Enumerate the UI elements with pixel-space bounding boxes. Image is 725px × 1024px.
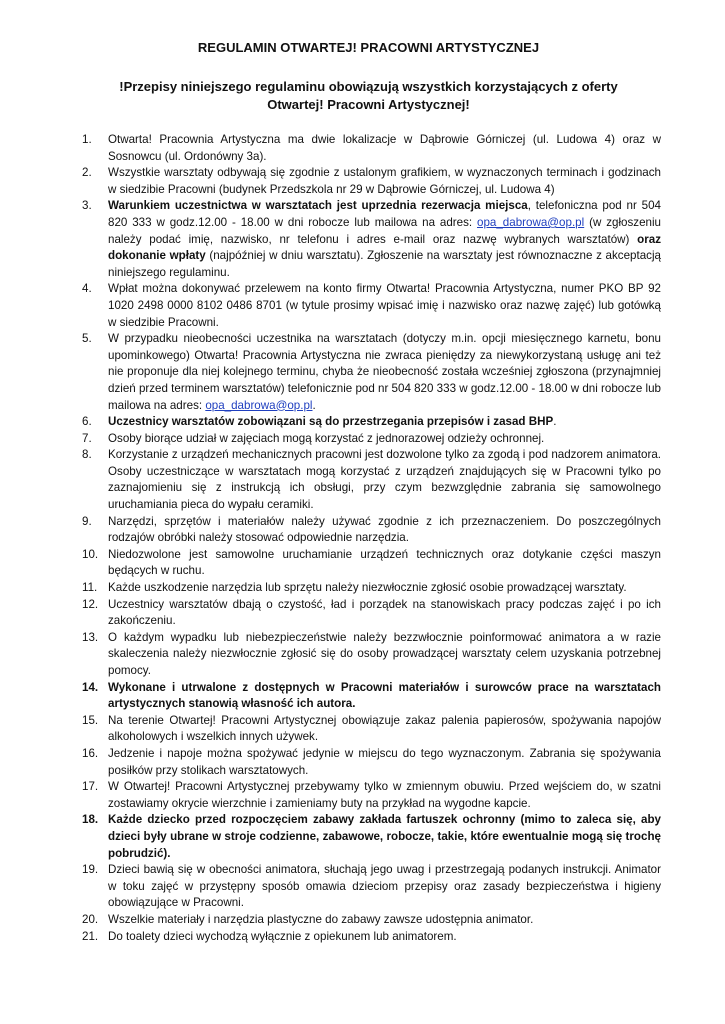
rule-item bbox=[76, 597, 661, 630]
document-title: REGULAMIN OTWARTEJ! PRACOWNI ARTYSTYCZNEJ bbox=[197, 40, 540, 55]
rule-text: Wpłat można dokonywać przelewem na konto firmy Otwarta! Pracownia Artystyczna, numer PKO BP 92 1020 2498 0000 8102 0486 8701 (w tytule prosimy wpisać imię i nazwisko oraz nazwę zajęć) lub gotówką w siedzibie Pracowni. bbox=[108, 282, 661, 329]
rule-item bbox=[76, 165, 661, 198]
rule-item bbox=[76, 198, 661, 281]
rule-text: . bbox=[553, 415, 557, 429]
rule-text-bold: Każde dziecko przed rozpoczęciem zabawy zakłada fartuszek ochronny (mimo to zaleca się, aby dzieci były ubrane w stroje codzienne, zabawowe, robocze, takie, które ewentualnie mogą się trochę pobrudzić). bbox=[108, 813, 661, 860]
rule-number: 17. bbox=[82, 780, 99, 794]
rule-text: . bbox=[312, 398, 316, 412]
rule-item bbox=[76, 580, 661, 597]
rule-item bbox=[76, 414, 661, 431]
rule-number: 7. bbox=[82, 431, 92, 445]
document-subtitle bbox=[76, 78, 661, 114]
rule-number: 19. bbox=[82, 863, 99, 877]
rule-text-bold: oraz dokonanie wpłaty bbox=[108, 232, 661, 263]
rule-item bbox=[76, 912, 661, 929]
rule-number: 18. bbox=[82, 813, 99, 827]
rule-number: 9. bbox=[82, 514, 92, 528]
rule-text: Wszelkie materiały i narzędzia plastyczne do zabawy zawsze udostępnia animator. bbox=[108, 912, 534, 926]
rule-number: 12. bbox=[82, 597, 99, 611]
rule-number: 6. bbox=[82, 415, 92, 429]
rule-text: Otwarta! Pracownia Artystyczna ma dwie lokalizacje w Dąbrowie Górniczej (ul. Ludowa 4) oraz w Sosnowcu (ul. Ordonówny 3a). bbox=[108, 133, 661, 163]
rule-number: 15. bbox=[82, 713, 99, 727]
rule-text: Wszystkie warsztaty odbywają się zgodnie z ustalonym grafikiem, w wyznaczonych terminach i godzinach w siedzibie Pracowni (budynek Przedszkola nr 29 w Dąbrowie Górniczej, ul. Ludowa 4) bbox=[108, 166, 661, 196]
rule-text: W Otwartej! Pracowni Artystycznej przebywamy tylko w zmiennym obuwiu. Przed wejściem do, w szatni zostawiamy okrycie wierzchnie i zamieniamy buty na przykład na wygodne kapcie. bbox=[108, 780, 661, 810]
rule-number: 10. bbox=[82, 547, 99, 561]
rule-number: 20. bbox=[82, 912, 99, 926]
rule-text: , telefoniczna pod nr 504 820 333 w godz.12.00 - 18.00 w dni robocze lub mailowa na adres: bbox=[108, 199, 661, 229]
rule-number: 21. bbox=[82, 929, 99, 943]
rule-text: Narzędzi, sprzętów i materiałów należy używać zgodnie z ich przeznaczeniem. Do poszczególnych rodzajów obróbki należy stosować odpowiednie narzędzia. bbox=[108, 514, 661, 545]
rule-item bbox=[76, 746, 661, 779]
rule-item bbox=[76, 514, 661, 547]
rules-list bbox=[76, 132, 661, 945]
rule-item bbox=[76, 862, 661, 912]
rule-item bbox=[76, 779, 661, 812]
rule-number: 2. bbox=[82, 166, 92, 180]
rule-number: 11. bbox=[82, 581, 98, 595]
rule-number: 4. bbox=[82, 282, 92, 296]
rule-text: Korzystanie z urządzeń mechanicznych pracowni jest dozwolone tylko za zgodą i pod nadzorem animatora. Osoby uczestniczące w warsztatach mogą korzystać z urządzeń znajdujących się w Pracowni tylko po zaznajomieniu się z instrukcją ich obsługi, przy czym bezwzględnie zabrania się samowolnego uruchamiania pieca do wypału ceramiki. bbox=[108, 448, 661, 512]
rule-item bbox=[76, 431, 661, 448]
rule-item bbox=[76, 281, 661, 331]
rule-item bbox=[76, 680, 661, 713]
rule-number: 3. bbox=[82, 199, 92, 213]
rule-text: (najpóźniej w dniu warsztatu). Zgłoszenie na warsztaty jest równoznaczne z akceptacją niniejszego regulaminu. bbox=[108, 249, 661, 279]
rule-text: Jedzenie i napoje można spożywać jedynie w miejscu do tego wyznaczonym. Zabrania się spożywania posiłków przy stolikach warsztatowych. bbox=[108, 746, 661, 777]
rule-item bbox=[76, 812, 661, 862]
rule-number: 5. bbox=[82, 332, 92, 346]
rule-number: 8. bbox=[82, 448, 92, 462]
rule-item bbox=[76, 447, 661, 513]
rule-text: Uczestnicy warsztatów dbają o czystość, ład i porządek na stanowiskach pracy podczas zajęć i po ich zakończeniu. bbox=[108, 597, 661, 628]
rule-text: Niedozwolone jest samowolne uruchamianie urządzeń technicznych oraz dotykanie części maszyn będących w ruchu. bbox=[108, 547, 661, 578]
rule-item bbox=[76, 547, 661, 580]
subtitle-line-1: !Przepisy niniejszego regulaminu obowiązują wszystkich korzystających z oferty bbox=[119, 79, 618, 94]
rule-item bbox=[76, 331, 661, 414]
rule-text: (w zgłoszeniu należy podać imię, nazwisko, nr telefonu i adres e-mail oraz nazwę wybranych warsztatów) bbox=[108, 215, 661, 246]
rule-item bbox=[76, 713, 661, 746]
rule-item bbox=[76, 929, 661, 946]
rule-text: O każdym wypadku lub niebezpieczeństwie należy bezzwłocznie poinformować animatora a w razie skaleczenia należy niezwłocznie zgłosić się do osoby prowadzącej warsztaty celem uzyskania potrzebnej pomocy. bbox=[108, 630, 661, 677]
rule-number: 1. bbox=[82, 133, 92, 146]
rule-text: Na terenie Otwartej! Pracowni Artystycznej obowiązuje zakaz palenia papierosów, spożywania napojów alkoholowych i wszelkich innych używek. bbox=[108, 713, 661, 744]
subtitle-line-2: Otwartej! Pracowni Artystycznej! bbox=[267, 97, 470, 112]
rule-text: W przypadku nieobecności uczestnika na warsztatach (dotyczy m.in. opcji miesięcznego karnetu, bonu upominkowego) Otwarta! Pracownia Artystyczna nie zwraca pieniędzy za niewykorzystaną usługę ani też nie proponuje dla niej kolejnego terminu, chyba że nieobecność została wcześniej zgłoszona (przynajmniej dzień przed terminem warsztatów) telefonicznie pod nr 504 820 333 w godz.12.00 - 18.00 w dni robocze lub mailowa na adres: bbox=[108, 332, 661, 412]
rule-item bbox=[76, 630, 661, 680]
rule-text: Do toalety dzieci wychodzą wyłącznie z opiekunem lub animatorem. bbox=[108, 929, 457, 943]
rule-text: Osoby biorące udział w zajęciach mogą korzystać z jednorazowej odzieży ochronnej. bbox=[108, 431, 545, 445]
rule-number: 13. bbox=[82, 630, 99, 644]
email-link[interactable]: opa_dabrowa@op.pl bbox=[205, 398, 313, 412]
rule-text-bold: Wykonane i utrwalone z dostępnych w Pracowni materiałów i surowców prace na warsztatach artystycznych stanowią własność ich autora. bbox=[108, 680, 661, 711]
rule-text-bold: Warunkiem uczestnictwa w warsztatach jest uprzednia rezerwacja miejsca bbox=[108, 199, 528, 213]
rule-number: 14. bbox=[82, 680, 99, 694]
rule-item bbox=[76, 132, 661, 165]
rule-number: 16. bbox=[82, 746, 99, 760]
rule-text: Każde uszkodzenie narzędzia lub sprzętu należy niezwłocznie zgłosić osobie prowadzącej warsztaty. bbox=[108, 581, 627, 595]
rule-text-bold: Uczestnicy warsztatów zobowiązani są do przestrzegania przepisów i zasad BHP bbox=[108, 415, 554, 429]
rule-text: Dzieci bawią się w obecności animatora, słuchają jego uwag i przestrzegają podanych instrukcji. Animator w toku zajęć w przystępny sposób omawia dzieciom przepisy oraz zasady bezpieczeństwa i higieny obowiązujące w Pracowni. bbox=[108, 863, 661, 910]
email-link[interactable]: opa_dabrowa@op.pl bbox=[477, 215, 585, 229]
